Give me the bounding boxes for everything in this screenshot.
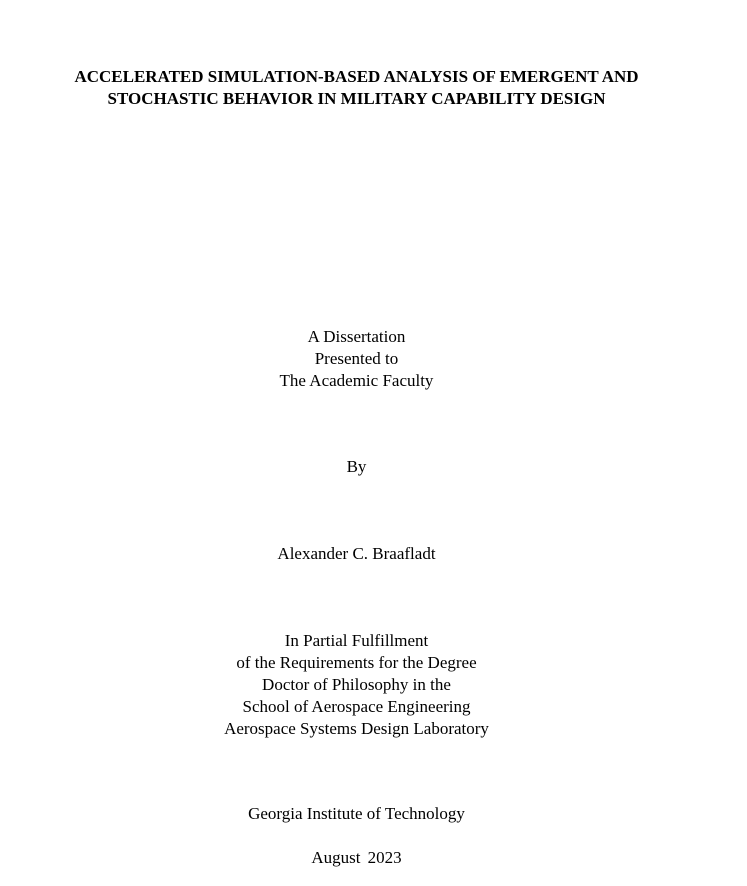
title-line-1: ACCELERATED SIMULATION-BASED ANALYSIS OF EMERGENT AND: [74, 67, 639, 86]
audience: The Academic Faculty: [279, 371, 434, 390]
laboratory-name: Aerospace Systems Design Laboratory: [224, 719, 489, 738]
title-line-2: STOCHASTIC BEHAVIOR IN MILITARY CAPABILITY DESIGN: [107, 89, 606, 108]
fulfillment-line-2: of the Requirements for the Degree: [236, 653, 477, 672]
dissertation-title: [0, 66, 713, 110]
fulfillment-block: [0, 630, 713, 740]
date-block: [0, 847, 713, 869]
school-name: School of Aerospace Engineering: [242, 697, 471, 716]
by-label: [0, 456, 713, 478]
institution-name: Georgia Institute of Technology: [248, 804, 465, 823]
author-block: [0, 543, 713, 565]
presentation-block: [0, 326, 713, 392]
submission-date: August 2023: [311, 848, 402, 867]
degree-name: Doctor of Philosophy in the: [262, 675, 451, 694]
fulfillment-line-1: In Partial Fulfillment: [284, 631, 429, 650]
institution-block: [0, 803, 713, 825]
author-name: Alexander C. Braafladt: [277, 544, 436, 563]
presented-to-label: Presented to: [314, 349, 399, 368]
document-type: A Dissertation: [307, 327, 406, 346]
by-text: By: [346, 457, 367, 476]
